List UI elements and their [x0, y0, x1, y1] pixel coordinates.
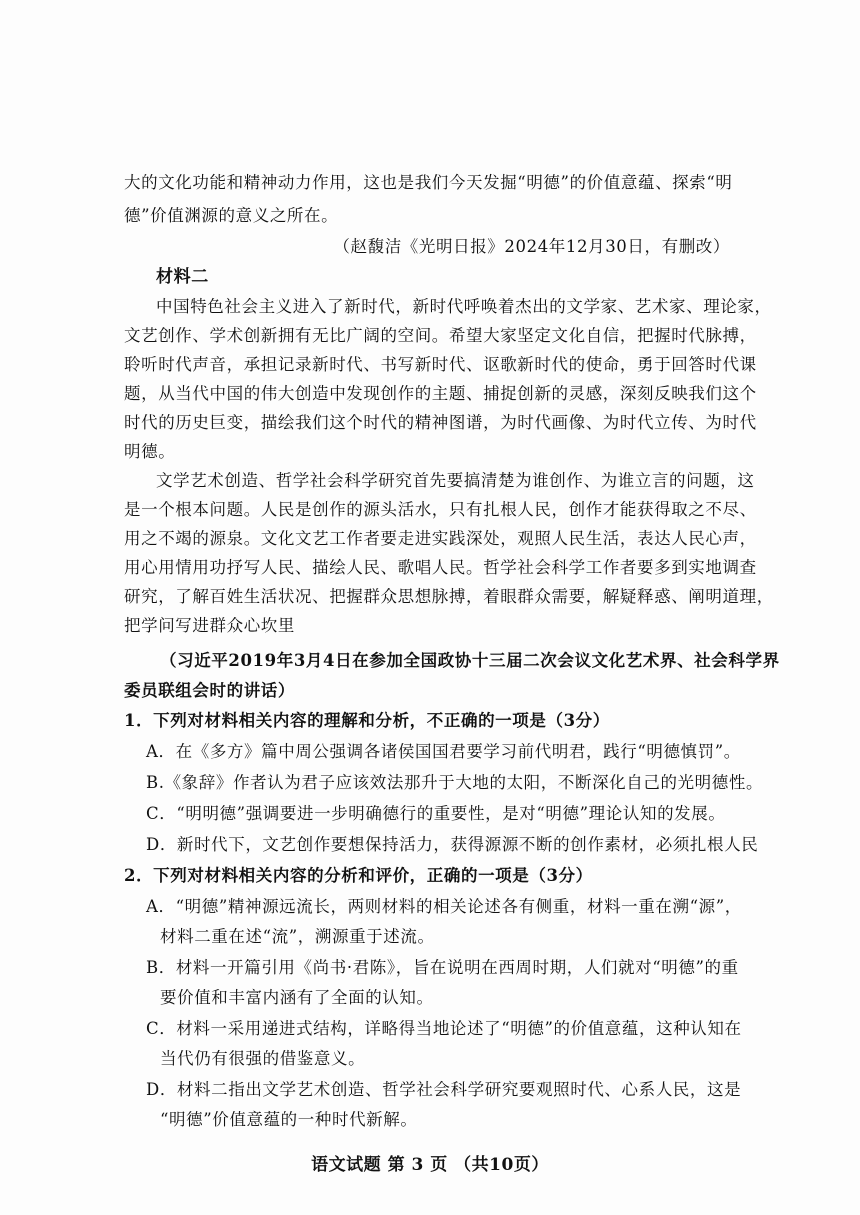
- question2-stem: 2．下列对材料相关内容的分析和评价，正确的一项是（3分）: [124, 866, 593, 885]
- question2-option-b: B．材料一开篇引用《尚书·君陈》，旨在说明在西周时期，人们就对“明德”的重: [146, 958, 739, 977]
- material2-paragraph-line: 把学问写进群众心坎里: [124, 616, 295, 635]
- material2-paragraph-line: 研究，了解百姓生活状况、把握群众思想脉搏，着眼群众需要，解疑释惑、阐明道理，: [124, 587, 774, 606]
- material2-paragraph-line: 题，从当代中国的伟大创造中发现创作的主题、捕捉创新的灵感，深刻反映我们这个: [124, 384, 757, 403]
- question1-option-d: D．新时代下，文艺创作要想保持活力，获得源源不断的创作素材，必须扎根人民: [146, 835, 759, 854]
- question2-option-d: D．材料二指出文学艺术创造、哲学社会科学研究要观照时代、心系人民，这是: [146, 1080, 742, 1099]
- question2-option-a-cont: 材料二重在述“流”，溯源重于述流。: [160, 927, 435, 946]
- material2-paragraph-line: 是一个根本问题。人民是创作的源头活水，只有扎根人民，创作才能获得取之不尽、: [124, 500, 757, 519]
- question2-option-c-cont: 当代仍有很强的借鉴意义。: [160, 1049, 366, 1068]
- material2-heading: 材料二: [156, 267, 209, 287]
- material2-paragraph-line: 时代的历史巨变，描绘我们这个时代的精神图谱，为时代画像、为时代立传、为时代: [124, 413, 757, 432]
- question1-option-a: A．在《多方》篇中周公强调各诸侯国国君要学习前代明君，践行“明德慎罚”。: [146, 742, 741, 761]
- question1-option-c: C．“明明德”强调要进一步明确德行的重要性，是对“明德”理论认知的发展。: [146, 804, 726, 823]
- material1-source: （赵馥洁《光明日报》2024年12月30日，有删改）: [333, 237, 730, 256]
- question2-option-a: A．“明德”精神源远流长，两则材料的相关论述各有侧重，材料一重在溯“源”，: [146, 897, 742, 916]
- material2-source: （习近平2019年3月4日在参加全国政协十三届二次会议文化艺术界、社会科学界: [160, 651, 780, 670]
- material2-source: 委员联组会时的讲话）: [124, 681, 295, 700]
- material2-paragraph-line: 文艺创作、学术创新拥有无比广阔的空间。希望大家坚定文化自信，把握时代脉搏，: [124, 326, 757, 345]
- material2-paragraph-line: 中国特色社会主义进入了新时代，新时代呼唤着杰出的文学家、艺术家、理论家，: [156, 297, 772, 316]
- question1-stem: 1．下列对材料相关内容的理解和分析，不正确的一项是（3分）: [124, 711, 610, 730]
- question2-option-b-cont: 要价值和丰富内涵有了全面的认知。: [160, 988, 434, 1007]
- material2-paragraph-line: 用心用情用功抒写人民、描绘人民、歌唱人民。哲学社会科学工作者要多到实地调查: [124, 558, 757, 577]
- material1-text-line: 大的文化功能和精神动力作用，这也是我们今天发掘“明德”的价值意蕴、探索“明: [124, 173, 733, 192]
- material2-paragraph-line: 明德。: [124, 442, 176, 461]
- question2-option-d-cont: “明德”价值意蕴的一种时代新解。: [160, 1110, 418, 1129]
- material1-text-line: 德”价值渊源的意义之所在。: [124, 206, 339, 225]
- question2-option-c: C．材料一采用递进式结构，详略得当地论述了“明德”的价值意蕴，这种认知在: [146, 1019, 742, 1038]
- material2-paragraph-line: 用之不竭的源泉。文化文艺工作者要走进实践深处，观照人民生活，表达人民心声，: [124, 529, 757, 548]
- question1-option-b: B.《象辞》作者认为君子应该效法那升于大地的太阳，不断深化自己的光明德性。: [146, 773, 764, 792]
- material2-paragraph-line: 聆听时代声音，承担记录新时代、书写新时代、讴歌新时代的使命，勇于回答时代课: [124, 355, 757, 374]
- page-footer: 语文试题 第 3 页 （共10页）: [311, 1155, 549, 1175]
- material2-paragraph-line: 文学艺术创造、哲学社会科学研究首先要搞清楚为谁创作、为谁立言的问题，这: [156, 471, 755, 490]
